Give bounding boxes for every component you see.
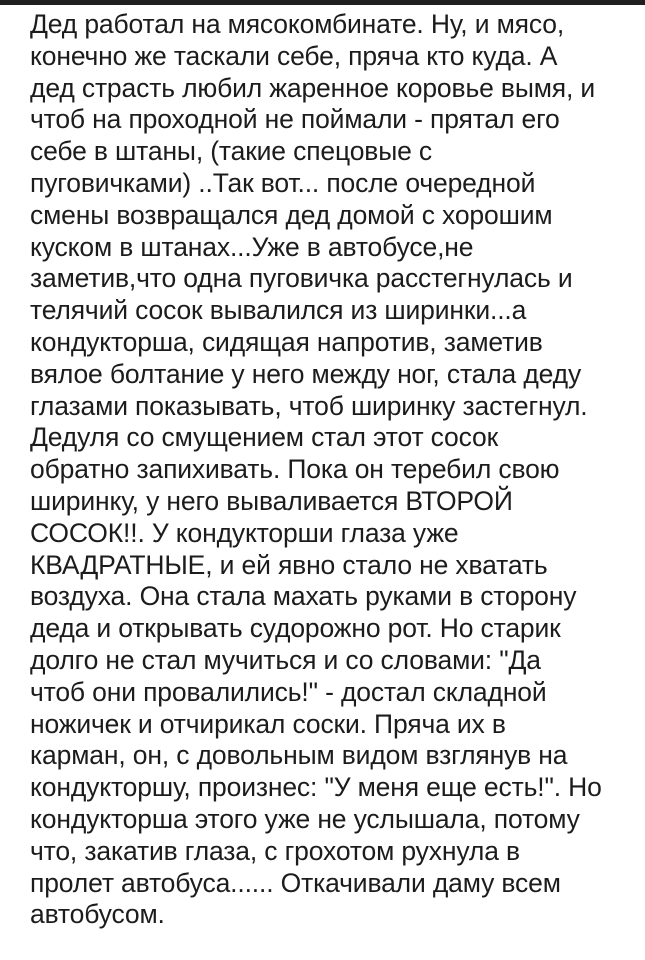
post-text bbox=[30, 9, 630, 931]
text-line: Дед работал на мясокомбинате. Ну, и мясо, bbox=[30, 9, 565, 39]
text-line: телячий сосок вывалился из ширинки...а bbox=[30, 295, 527, 326]
text-line: ножичек и отчирикал соски. Пряча их в bbox=[30, 708, 506, 739]
text-line: пролет автобуса...... Откачивали даму всем bbox=[30, 867, 561, 898]
text-line: пуговичками) ..Так вот... после очередной bbox=[30, 167, 536, 198]
text-line: ширинку, у него вываливается ВТОРОЙ bbox=[30, 485, 513, 516]
text-line: Дедуля со смущением стал этот сосок bbox=[30, 422, 499, 453]
text-line: себе в штаны, (такие спецовые с bbox=[30, 136, 433, 167]
text-line: чтоб на проходной не поймали - прятал его bbox=[30, 104, 560, 135]
text-line: смены возвращался дед домой с хорошим bbox=[30, 199, 553, 230]
text-line: КВАДРАТНЫЕ, и ей явно стало не хватать bbox=[30, 549, 548, 580]
text-line: куском в штанах...Уже в автобусе,не bbox=[30, 231, 474, 262]
text-line: дед страсть любил жаренное коровье вымя, и bbox=[30, 72, 596, 103]
text-line: что, закатив глаза, с грохотом рухнула в bbox=[30, 835, 520, 866]
text-line: автобусом. bbox=[30, 899, 165, 930]
text-line: воздуха. Она стала махать руками в сторону bbox=[30, 581, 577, 612]
text-line: долго не стал мучиться и со словами: "Да bbox=[30, 644, 541, 675]
top-border bbox=[0, 0, 645, 5]
text-line: вялое болтание у него между ног, стала деду bbox=[30, 358, 582, 389]
text-line: кондукторша, сидящая напротив, заметив bbox=[30, 326, 543, 357]
text-line: обратно запихивать. Пока он теребил свою bbox=[30, 454, 560, 485]
text-line: карман, он, с довольным видом взглянув на bbox=[30, 740, 568, 771]
text-line: глазами показывать, чтоб ширинку застегнул. bbox=[30, 390, 588, 421]
text-line: конечно же таскали себе, пряча кто куда. А bbox=[30, 40, 558, 71]
text-line: деда и открывать судорожно рот. Но старик bbox=[30, 613, 561, 644]
text-line: заметив,что одна пуговичка расстегнулась и bbox=[30, 263, 573, 294]
text-line: кондукторша этого уже не услышала, потому bbox=[30, 803, 580, 834]
text-line: СОСОК!!. У кондукторши глаза уже bbox=[30, 517, 459, 548]
text-line: чтоб они провалились!" - достал складной bbox=[30, 676, 547, 707]
text-line: кондукторшу, произнес: "У меня еще есть!". Но bbox=[30, 772, 602, 803]
